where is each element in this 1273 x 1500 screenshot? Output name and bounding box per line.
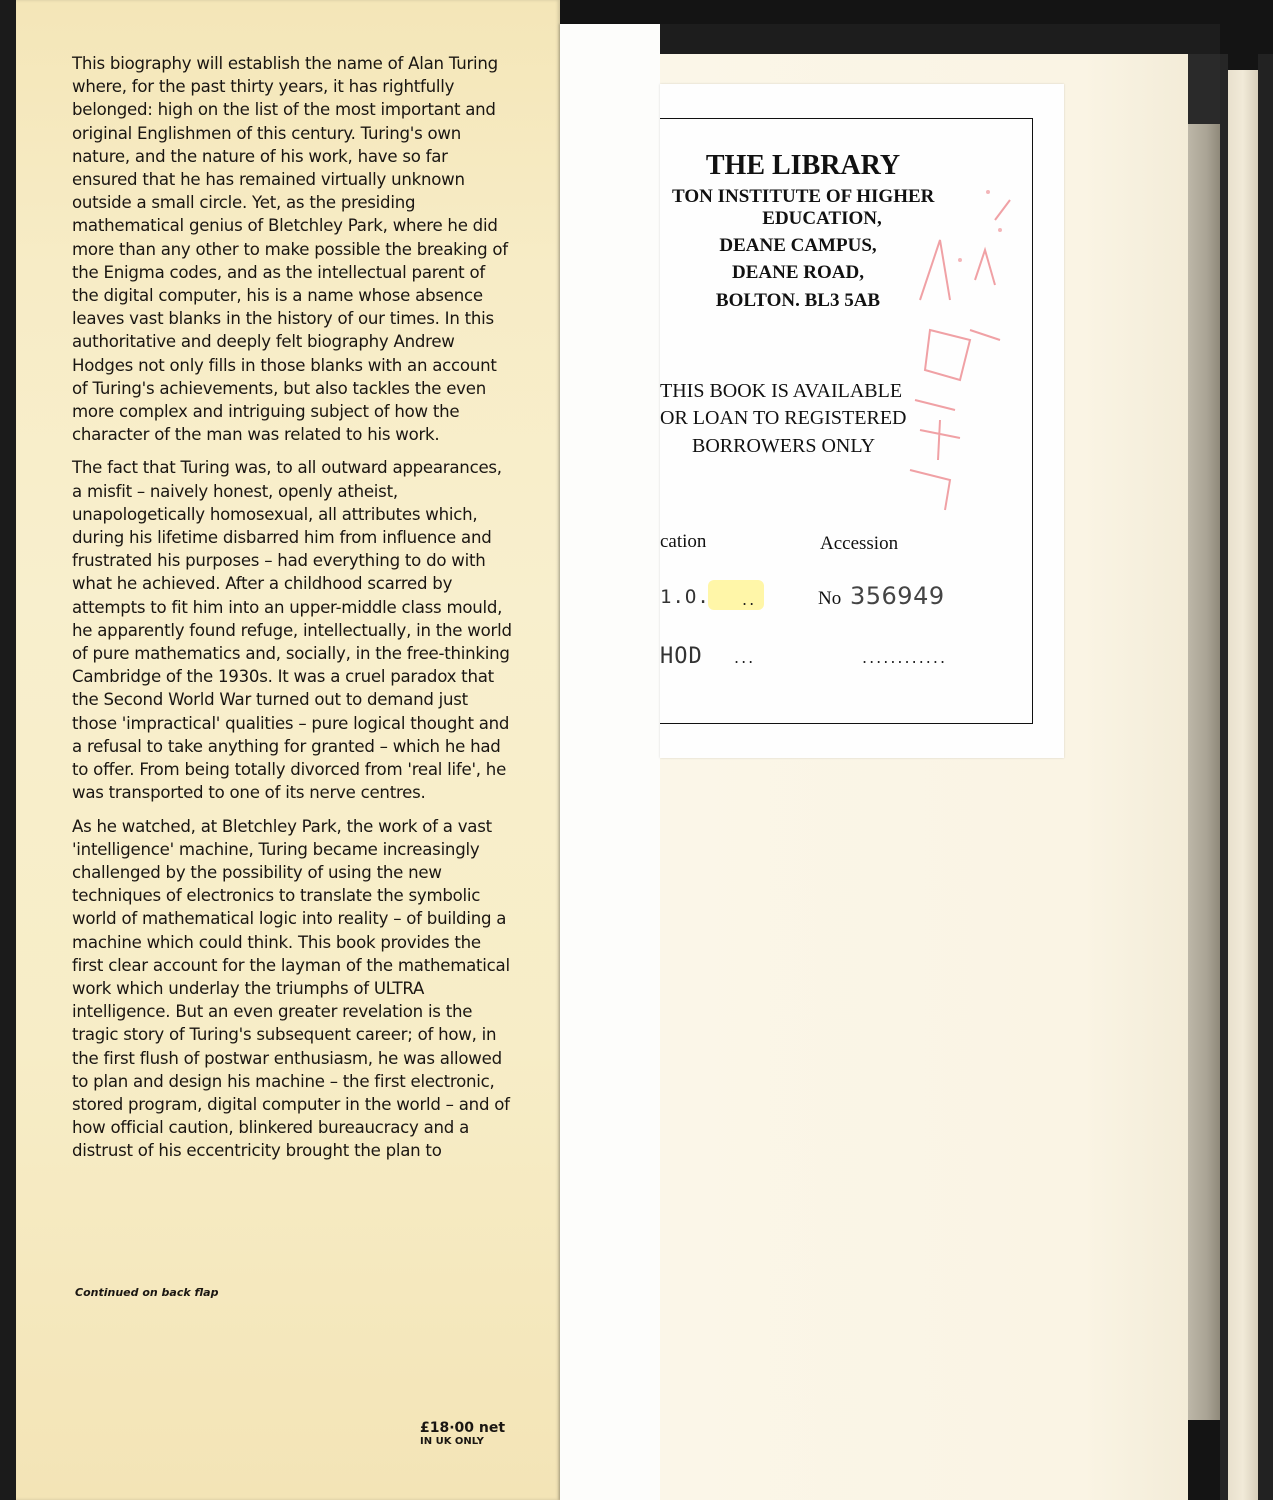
code-value: HOD <box>660 644 703 669</box>
blurb-paragraph-1: This biography will establish the name of Alan Turing where, for the past thirty years, it has rightfully belonged: high on the list of the most important and original Englishmen of this century. Turing's own nature, and the nature of his work, have so far ensured that he has remained virtually unknown outside a small circle. Yet, as the presiding mathematical genius of Bletchley Park, where he did more than any other to make possible the breaking of the Enigma codes, and as the intellectual parent of the digital computer, his is a name whose absence leaves vast blanks in the history of our times. In this authoritative and deeply felt biography Andrew Hodges not only fills in those blanks with an account of Turing's achievements, but also tackles the even more complex and intriguing subject of how the character of the man was related to his work. <box>72 54 508 445</box>
jacket-edge-shadow <box>0 0 16 1500</box>
classification-dots: .. <box>742 590 757 609</box>
loan-notice-line: THIS BOOK IS AVAILABLE <box>660 380 903 402</box>
accession-number: 356949 <box>850 582 945 610</box>
accession-prefix: No <box>818 588 842 609</box>
loan-notice-line: OR LOAN TO REGISTERED <box>660 407 907 429</box>
cover-board-rim <box>1220 54 1228 1500</box>
cover-board-top <box>660 24 1220 54</box>
library-address-line: DEANE ROAD, <box>732 262 864 283</box>
library-institution: TON INSTITUTE OF HIGHER <box>672 186 935 207</box>
flap-blurb <box>72 52 512 1173</box>
classification-label: cation <box>660 531 707 552</box>
library-address-line: BOLTON. BL3 5AB <box>715 290 881 311</box>
price-block <box>420 1421 505 1447</box>
paper-strip <box>560 24 660 1500</box>
price-region: IN UK ONLY <box>420 1436 484 1448</box>
blurb-paragraph-3: As he watched, at Bletchley Park, the work of a vast 'intelligence' machine, Turing became increasingly challenged by the possibility of using the new techniques of electronics to translate the symbolic world of mathematical logic into reality – of building a machine which could think. This book provides the first clear account for the layman of the mathematical work which underlay the triumphs of ULTRA intelligence. But an even greater revelation is the tragic story of Turing's subsequent career; of how, in the first flush of postwar enthusiasm, he was allowed to plan and design his machine – the first electronic, stored program, digital computer in the world – and of how official caution, blinkered bureaucracy and a distrust of his eccentricity brought the plan to <box>72 816 510 1161</box>
blurb-paragraph-2: The fact that Turing was, to all outward appearances, a misfit – naively honest, openly atheist, unapologetically homosexual, all attributes which, during his lifetime disbarred him from influence and frustrated his purposes – had everything to do with what he achieved. After a childhood scarred by attempts to fit him into an upper-middle class mould, he apparently found refuge, intellectually, in the world of pure mathematics and, socially, in the free-thinking Cambridge of the 1930s. It was a cruel paradox that the Second World War turned out to demand just those 'impractical' qualities – pure logical thought and a refusal to take anything for granted – which he had to offer. From being totally divorced from 'real life', he was transported to one of its nerve centres. <box>72 458 512 803</box>
library-address-line: EDUCATION, <box>762 208 882 229</box>
accession-label: Accession <box>820 533 899 554</box>
library-address-line: DEANE CAMPUS, <box>719 235 877 256</box>
classification-value: 1.O. <box>660 586 710 608</box>
blank-field-dots: ............ <box>862 648 948 667</box>
continued-note: Continued on back flap <box>75 1286 219 1299</box>
background-edge <box>1258 54 1273 1500</box>
code-dots: ... <box>734 648 756 667</box>
library-title: THE LIBRARY <box>705 150 901 181</box>
price: £18·00 net <box>420 1420 506 1436</box>
page-block-edge <box>1228 70 1258 1500</box>
loan-notice-line: BORROWERS ONLY <box>692 435 876 457</box>
cover-board-edge <box>1188 124 1220 1420</box>
